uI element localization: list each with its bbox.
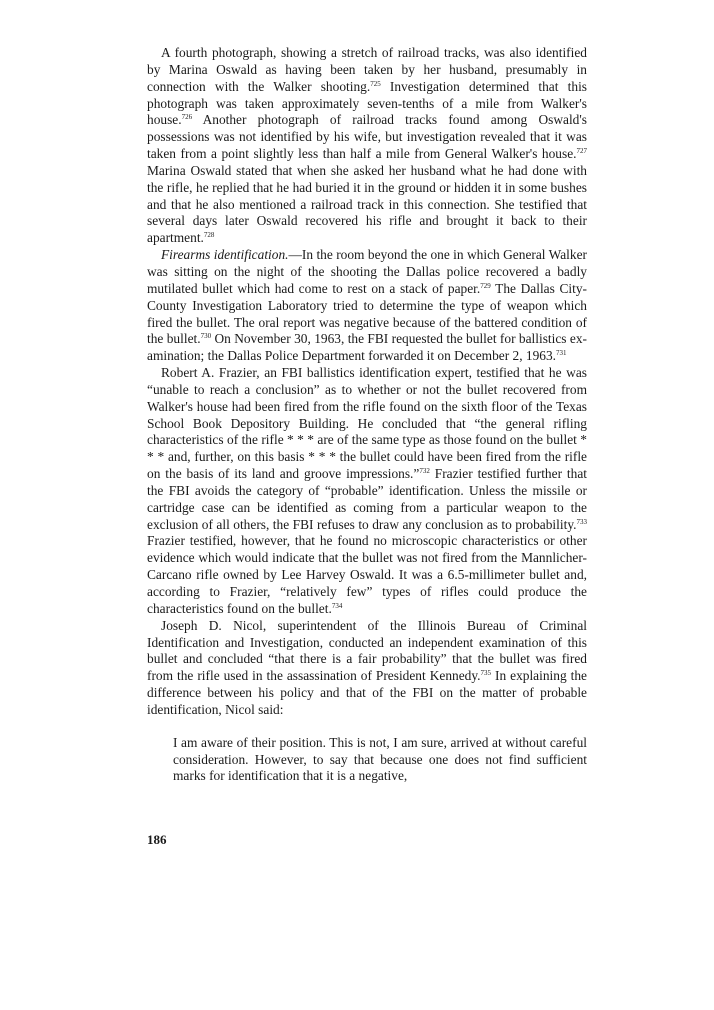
text-run: In explaining the difference between his policy and that of the FBI on the matter of probable identification, Nicol said: (147, 668, 587, 717)
footnote-ref: 730 (200, 332, 212, 341)
footnote-ref: 725 (370, 79, 381, 88)
body-paragraph (147, 247, 587, 365)
text-run: On November 30, 1963, the FBI requested the bullet for ballistics examination; the Dallas Police Department forwarded it on December 2, 1963. (147, 331, 587, 364)
footnote-ref: 727 (576, 147, 587, 156)
text-run: —In the room beyond the one in which General Walker was sitting on the night of the shooting the Dallas police recovered a badly mutilated bullet which had come to rest on a stack of paper. (147, 247, 587, 296)
footnote-ref: 729 (480, 281, 491, 290)
text-run: Another photograph of railroad tracks found among Oswald's possessions was not identified by his wife, but investigation revealed that it was taken from a point slightly less than half a mile from General Walker's house. (147, 112, 587, 162)
text-run: A fourth photograph, showing a stretch of railroad tracks, was also identified by Marina Oswald as having been taken by her husband, presumably in connection with the Walker shooting. (147, 45, 587, 94)
section-run-in-heading: Firearms identification. (161, 247, 289, 263)
text-run: Robert A. Frazier, an FBI ballistics identification expert, testified that he was “unable to reach a conclusion” as to whether or not the bullet recovered from Walker's house had been fired from the rifle found on the sixth floor of the Texas School Book Depository Building. He concluded that “the general rifling characteristics of the rifle * * * are of the same type as those found on the bullet * * * and, further, on this basis * * * the bullet could have been fired from the rifle on the basis of its land and groove impressions.” (147, 365, 587, 482)
quotation-block (173, 735, 587, 786)
footnote-ref: 728 (203, 231, 215, 240)
body-paragraph (147, 365, 587, 618)
text-run: Joseph D. Nicol, superintendent of the Illinois Bureau of Criminal Identification and Investigation, conducted an independent examination of this bullet and concluded “that there is a fair probability” that the bullet was fired from the rifle used in the assassination of President Kennedy. (147, 617, 587, 684)
text-run: Marina Oswald stated that when she asked her husband what he had done with the rifle, he replied that he had buried it in the ground or hidden it in some bushes and that he also mentioned a railroad track in this connection. She testified that several days later Oswald recovered his rifle and brought it back to their apartment. (147, 162, 587, 246)
body-paragraph (147, 45, 587, 247)
text-run: Frazier testified further that the FBI avoids the category of “probable” identification. Unless the missile or cartridge case can be identified as coming from a particular weapon to the exclusion of all others, the FBI refuses to draw any conclusion as to probability. (147, 466, 588, 532)
footnote-ref: 726 (181, 113, 193, 122)
text-column (147, 45, 587, 785)
footnote-ref: 734 (331, 601, 343, 610)
footnote-ref: 732 (419, 467, 430, 476)
footnote-ref: 733 (576, 517, 587, 526)
body-paragraph (147, 618, 587, 719)
footnote-ref: 735 (480, 669, 492, 678)
text-run: Investigation determined that this photograph was taken approximately seven-tenths of a mile from Walker's house. (147, 78, 587, 128)
page-number: 186 (147, 832, 167, 847)
quotation-text: I am aware of their position. This is not, I am sure, arrived at without careful consideration. However, to say that because one does not find sufficient marks for identification that it is a negative, (173, 734, 587, 784)
text-run: Frazier testified, however, that he found no microscopic characteristics or other evidence which would indicate that the bullet was not fired from the Mannlicher-Carcano rifle owned by Lee Harvey Oswald. It was a 6.5-millimeter bullet and, according to Frazier, “relatively few” types of rifles could produce the characteristics found on the bullet. (147, 533, 587, 616)
footnote-ref: 731 (556, 349, 567, 358)
text-run: The Dallas City-County Investigation Laboratory tried to determine the type of weapon which fired the bullet. The oral report was negative because of the battered condition of the bullet. (147, 280, 587, 347)
